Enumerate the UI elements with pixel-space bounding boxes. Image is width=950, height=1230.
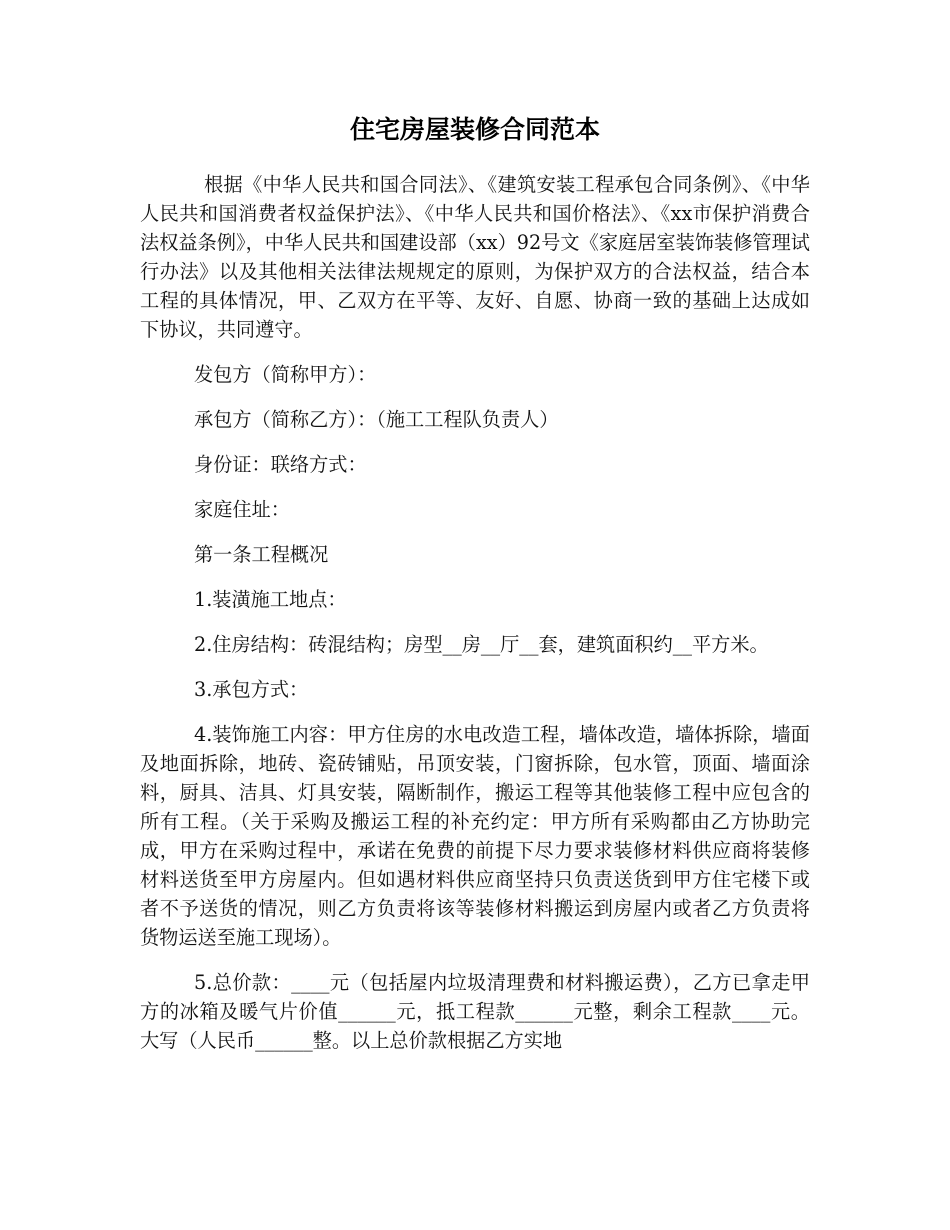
clause-1-location: 1.装潢施工地点： [194, 588, 347, 611]
clause-4-scope: 4.装饰施工内容：甲方住房的水电改造工程，墙体改造，墙体拆除，墙面及地面拆除，地砖、瓷砖铺贴，吊顶安装，门窗拆除，包水管，顶面、墙面涂料，厨具、洁具、灯具安装，隔断制作，搬运工程等其他装修工程中应包含的所有工程。（关于采购及搬运工程的补充约定：甲方所有采购都由乙方协助完成，甲方在采购过程中，承诺在免费的前提下尽力要求装修材料供应商将装修材料送货至甲方房屋内。但如遇材料供应商坚持只负责送货到甲方住宅楼下或者不予送货的情况，则乙方负责将该等装修材料搬运到房屋内或者乙方负责将货物运送至施工现场）。 [140, 723, 810, 949]
clause-2-structure: 2.住房结构：砖混结构；房型__房__厅__套，建筑面积约__平方米。 [194, 633, 769, 656]
party-b-line: 承包方（简称乙方）：（施工工程队负责人） [194, 408, 559, 431]
clause-3-contract-method: 3.承包方式： [194, 678, 309, 701]
clause-5-total-price: 5.总价款：____元（包括屋内垃圾清理费和材料搬运费），乙方已拿走甲方的冰箱及暖气片价值______元，抵工程款______元整，剩余工程款____元。大写（人民币______整。以上总价款根据乙方实地 [140, 971, 810, 1052]
id-contact-line: 身份证：联络方式： [194, 453, 367, 476]
preamble-paragraph: 根据《中华人民共和国合同法》、《建筑安装工程承包合同条例》、《中华人民共和国消费者权益保护法》、《中华人民共和国价格法》、《xx市保护消费合法权益条例》，中华人民共和国建设部（xx）92号文《家庭居室装饰装修管理试行办法》以及其他相关法律法规规定的原则，为保护双方的合法权益，结合本工程的具体情况，甲、乙双方在平等、友好、自愿、协商一致的基础上达成如下协议，共同遵守。 [140, 173, 810, 341]
article-one-heading: 第一条工程概况 [194, 543, 329, 566]
party-a-line: 发包方（简称甲方）： [194, 363, 377, 386]
document-body [140, 170, 810, 1071]
home-address-line: 家庭住址： [194, 498, 290, 521]
document-title: 住宅房屋装修合同范本 [349, 115, 600, 144]
